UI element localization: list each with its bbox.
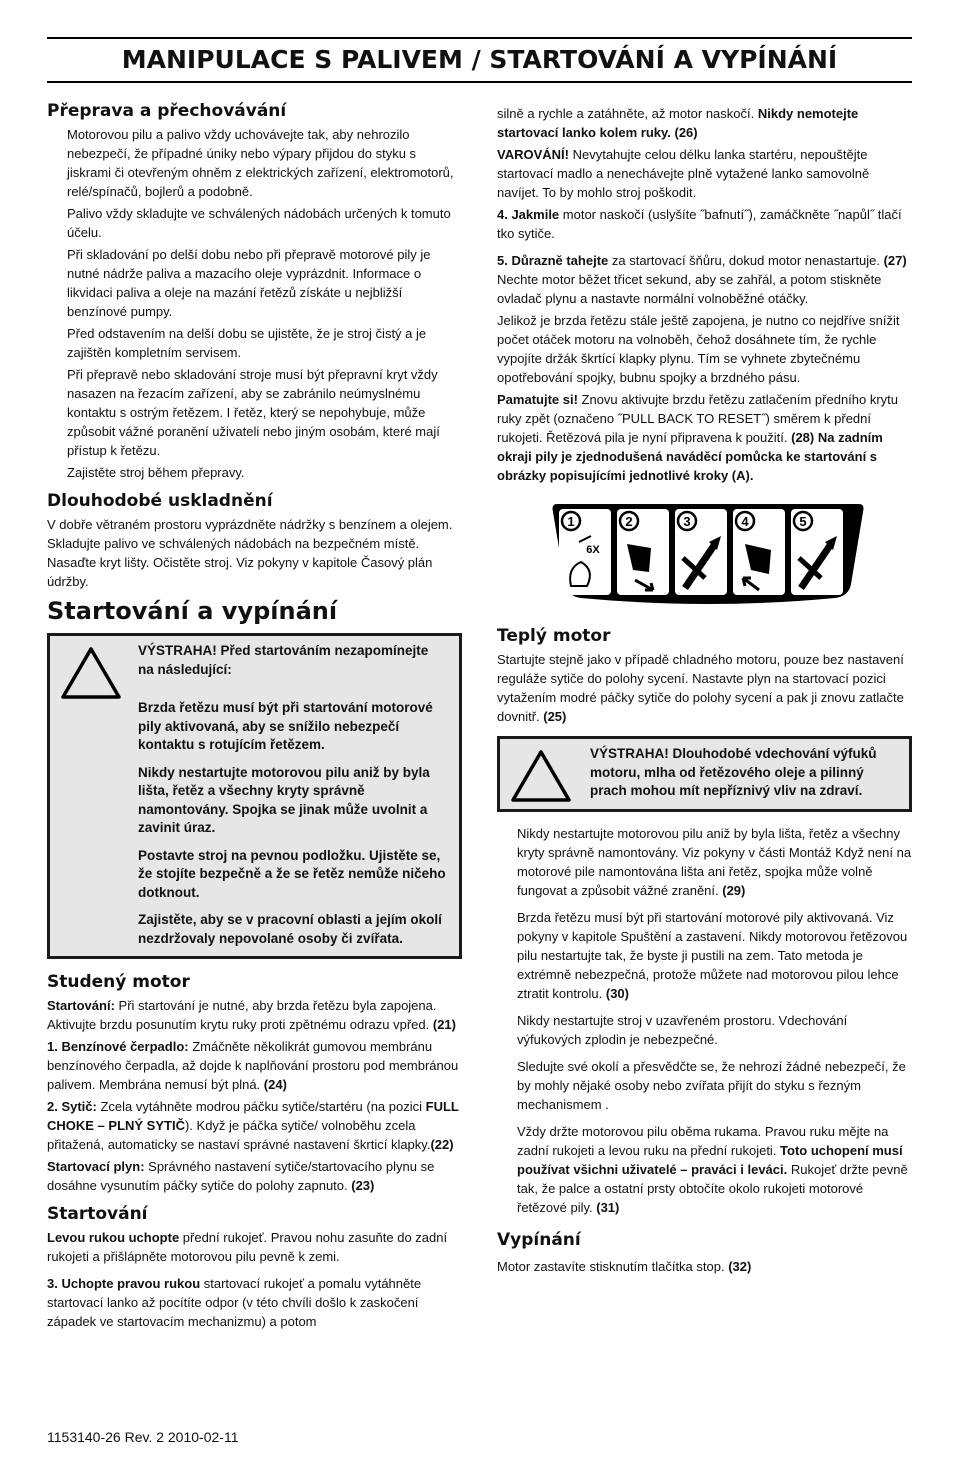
step-3-paragraph [47, 1274, 462, 1331]
text: Zcela vytáhněte modrou páčku sytiče/startéru (na pozici [96, 1099, 426, 1114]
text: Nevytahujte celou délku lanka startéru, nepouštějte startovací madlo a nenechávejte plně vytažené lanko samovolně navíjet. To by mohlo stroj poškodit. [497, 147, 870, 200]
label: 5. Důrazně tahejte [497, 253, 609, 268]
warning-text: VÝSTRAHA! Dlouhodobé vdechování výfuků motoru, mlha od řetězového oleje a pilinný prach mohou mít nepříznivý vliv na zdraví. [590, 746, 877, 798]
storage-heading: Dlouhodobé uskladnění [47, 491, 273, 511]
text: Vždy držte motorovou pilu oběma rukama. Pravou ruku mějte na zadní rukojeti a levou ruku na přední rukojeti. [517, 1123, 889, 1158]
label: Startování: [47, 998, 115, 1013]
fuel-pump-step [47, 1037, 462, 1094]
page-title: MANIPULACE S PALIVEM / STARTOVÁNÍ A VYPÍNÁNÍ [121, 45, 838, 74]
brake-paragraph: Jelikož je brzda řetězu stále ještě zapojena, je nutno co nejdříve snížit počet otáček motoru na volnoběh, čehož dosáhnete tím, že rychle vypojíte držák škrtící klapky plynu. Tím se vyhnete zbytečnému opotřebování spojky, bubnu spojky a brzdného pásu. [497, 313, 900, 385]
text: Brzda řetězu musí být při startování motorové pily aktivovaná. Viz pokyny v kapitole Spuštění a zastavení. Nikdy motorovou řetězovou pilu nestartujte tak, že byste ji pustili na zem. Tato metoda je extrémně nebezpečná, protože můžete nad motorovou pilou lehce ztratit kontrolu. [517, 909, 908, 1001]
starting-heading: Startování [47, 1204, 148, 1224]
warning-item: Postavte stroj na pevnou podložku. Ujistěte se, že stojíte bezpečně a že se řetěz nemůže ničeho dotknout. [138, 847, 446, 900]
figure-ref: (25) [543, 709, 567, 724]
transport-paragraph: Motorovou pilu a palivo vždy uchovávejte tak, aby nehrozilo nebezpečí, že případné úniky nebo výpary přijdou do styku s jiskrami či otevřeným ohněm z elektrických zařízení, elektromotorů, relé/spínačů, bojlerů a podobně. [67, 127, 454, 199]
label: VAROVÁNÍ! [497, 147, 569, 162]
warm-engine-paragraph [497, 650, 912, 726]
step-number: 2 [625, 514, 633, 529]
text: silně a rychle a zatáhněte, až motor naskočí. [497, 106, 758, 121]
transport-paragraph: Palivo vždy skladujte ve schválených nádobách určených k tomuto účelu. [67, 206, 451, 240]
figure-ref: (24) [263, 1077, 287, 1092]
step-number: 1 [567, 514, 575, 529]
safety-note [517, 908, 912, 1003]
warning-box [47, 633, 462, 959]
safety-note: Sledujte své okolí a přesvědčte se, že nehrozí žádné nebezpečí, že by mohly nějaké osoby nebo zvířata přijít do styku s řezným mechanismem . [517, 1058, 906, 1112]
text: Správného nastavení sytiče/startovacího plynu se dosáhne vysunutím páčky sytiče do polohy zapnuto. [47, 1159, 435, 1193]
choke-position: FULL CHOKE – PLNÝ SYTIČ [47, 1099, 459, 1133]
figure-ref: (21) [432, 1017, 456, 1032]
safety-note [517, 824, 912, 900]
step-panel-2 [617, 509, 669, 595]
storage-paragraph: V dobře větraném prostoru vyprázdněte nádržky s benzínem a olejem. Skladujte palivo ve schválených nádobách na bezpečném místě. Nasaďte kryt lišty. Očistěte stroj. Viz pokyny v kapitole Časový plán údržby. [47, 517, 453, 589]
label: Startovací plyn: [47, 1159, 145, 1174]
page-header [47, 37, 912, 83]
text: za startovací šňůru, dokud motor nenastartuje. [608, 253, 884, 268]
document-footer: 1153140-26 Rev. 2 2010-02-11 [47, 1429, 239, 1445]
text: Motor zastavíte stisknutím tlačítka stop. [497, 1258, 729, 1274]
warning-item: Nikdy nestartujte motorovou pilu aniž by byla lišta, řetěz a všechny kryty správně namontovány. Spojka se jinak může uvolnit a zavinit úraz. [138, 764, 430, 835]
label: 4. Jakmile [497, 207, 560, 222]
text: Při startování je nutné, aby brzda řetězu byla zapojena. Aktivujte brzdu posunutím krytu ruky proti zpětnému odrazu vpřed. [47, 998, 437, 1032]
label: 2. Sytič: [47, 1099, 97, 1114]
warning-triangle-icon [510, 749, 572, 803]
warning-item: Brzda řetězu musí být při startování motorové pily aktivovaná, aby se snížilo nebezpečí kontaktu s rotujícím řetězem. [138, 700, 433, 752]
bold-text: Nikdy nemotejte startovací lanko kolem ruky. (26) [497, 106, 859, 140]
text: Nechte motor běžet třicet sekund, aby se zahřál, a potom stiskněte ovladač plynu a nastavte normální volnoběžné otáčky. [497, 272, 882, 306]
cold-start-paragraph [47, 996, 462, 1034]
cold-engine-heading: Studený motor [47, 972, 190, 992]
transport-section [47, 125, 462, 482]
step-number: 4 [741, 514, 749, 529]
transport-paragraph: Zajistěte stroj během přepravy. [67, 465, 245, 480]
stopping-heading: Vypínání [497, 1229, 581, 1250]
figure-ref: (22) [430, 1137, 454, 1152]
text: ). Když je páčka sytiče/ volnoběhu zcela přitažená, automaticky se nastaví správné nastavení škrticí klapky. [47, 1118, 431, 1152]
text: motor naskočí (uslyšíte ˝bafnutí˝), zamáčkněte ˝napůl˝ tlačí tko sytiče. [497, 207, 902, 241]
text: Nikdy nestartujte motorovou pilu aniž by byla lišta, řetěz a všechny kryty správně namontovány. Viz pokyny v části Montáž Když není na motorové pile namontována lišta ani řetěz, spojka může volně fungovat a způsobit vážné zranění. [517, 825, 912, 898]
step-4-paragraph [497, 205, 912, 243]
pull-paragraph [497, 104, 912, 142]
starting-paragraph [47, 1228, 462, 1266]
warning-title: VÝSTRAHA! Před startováním nezapomínejte na následující: [138, 643, 429, 677]
remember-paragraph [497, 390, 912, 485]
text: Rukojeť držte pevně tak, že palce a ostatní prsty obtočíte okolo rukojeti motorové řetězové pily. [517, 1161, 908, 1215]
bold-text: (28) Na zadním okraji pily je zjednodušená naváděcí pomůcka ke startování s obrázky popisujícími jednotlivé kroky (A). [497, 430, 883, 483]
step-panel-3 [675, 509, 727, 595]
step-number: 3 [683, 514, 691, 529]
transport-paragraph: Před odstavením na delší dobu se ujistěte, že je stroj čistý a je zajištěn kompletním servisem. [67, 326, 427, 360]
step-number: 5 [799, 514, 807, 529]
warning-box [497, 736, 912, 812]
safety-notes [497, 824, 912, 1217]
text: Startujte stejně jako v případě chladného motoru, pouze bez nastavení reguláže sytiče do polohy sycení. Nastavte plyn na startovací pozici vytažením modré páčky sytiče do polohy sycení a pak ji znovu zatlačte dovnitř. [497, 652, 904, 724]
transport-paragraph: Při přepravě nebo skladování stroje musí být přepravní kryt vždy nasazen na řezacím zařízení, aby se zabránilo neúmyslnému kontaktu s ostrým řetězem. I řetěz, který se nepohybuje, může způsobit vážné poranění uživateli nebo jiným osobám, které mají přístup k řetězu. [67, 367, 440, 458]
transport-paragraph: Při skladování po delší dobu nebo při přepravě motorové pily je nutné nádrže paliva a mazacího oleje vyprázdnit. Informace o likvidaci paliva a oleje na mazání řetězů získáte u nejbližší benzínové pumpy. [67, 247, 431, 319]
right-column [497, 104, 912, 1279]
step-5-paragraph [497, 251, 912, 308]
choke-step [47, 1097, 462, 1154]
text: Znovu aktivujte brzdu řetězu zatlačením předního krytu ruky zpět (označeno ˝PULL BACK TO RESET˝) směrem k přední rukojeti. Řetězová pila je nyní připravena k použití. [497, 392, 899, 445]
step-panel-1 [559, 509, 611, 595]
label: Levou rukou uchopte [47, 1230, 180, 1245]
text: Zmáčněte několikrát gumovou membránu benzínového čerpadla, až dojde k naplňování prostoru pod membránou palivem. Membrána nemusí být plná. [47, 1039, 459, 1092]
start-steps-decal [549, 500, 867, 606]
figure-ref: (29) [722, 882, 746, 898]
step-panel-5 [791, 509, 843, 595]
caution-paragraph [497, 145, 912, 202]
figure-ref: (23) [351, 1178, 375, 1193]
text: startovací rukojeť a pomalu vytáhněte startovací lanko až pocítíte odpor (v této chvíli došlo k zaskočení západek ve startovacím mechanizmu) a potom [47, 1276, 422, 1329]
label: Pamatujte si! [497, 392, 578, 407]
step-panel-4 [733, 509, 785, 595]
stopping-paragraph [497, 1257, 912, 1276]
label: 1. Benzínové čerpadlo: [47, 1039, 189, 1054]
start-stop-heading: Startování a vypínání [47, 597, 338, 625]
label: 3. Uchopte pravou rukou [47, 1276, 201, 1291]
bold-text: Toto uchopení musí používat všichni uživatelé – praváci i leváci. [517, 1142, 903, 1177]
warm-engine-heading: Teplý motor [497, 626, 611, 646]
figure-ref: (31) [596, 1199, 620, 1215]
transport-heading: Přeprava a přechovávání [47, 101, 287, 121]
warning-item: Zajistěte, aby se v pracovní oblasti a jejím okolí nezdržovaly nepovolané osoby či zvířata. [138, 912, 442, 946]
safety-note [517, 1122, 912, 1217]
figure-ref: (32) [728, 1258, 752, 1274]
left-column [47, 100, 462, 1334]
safety-note: Nikdy nestartujte stroj v uzavřeném prostoru. Vdechování výfukových zplodin je nebezpečné. [517, 1012, 848, 1047]
repeat-count: 6X [586, 544, 600, 556]
start-throttle-paragraph [47, 1157, 462, 1195]
figure-ref: (30) [605, 985, 629, 1001]
figure-ref: (27) [883, 253, 907, 268]
text: přední rukojeť. Pravou nohu zasuňte do zadní rukojeti a přišlápněte motorovou pilu pevně k zemi. [47, 1230, 448, 1264]
warning-triangle-icon [60, 646, 122, 700]
